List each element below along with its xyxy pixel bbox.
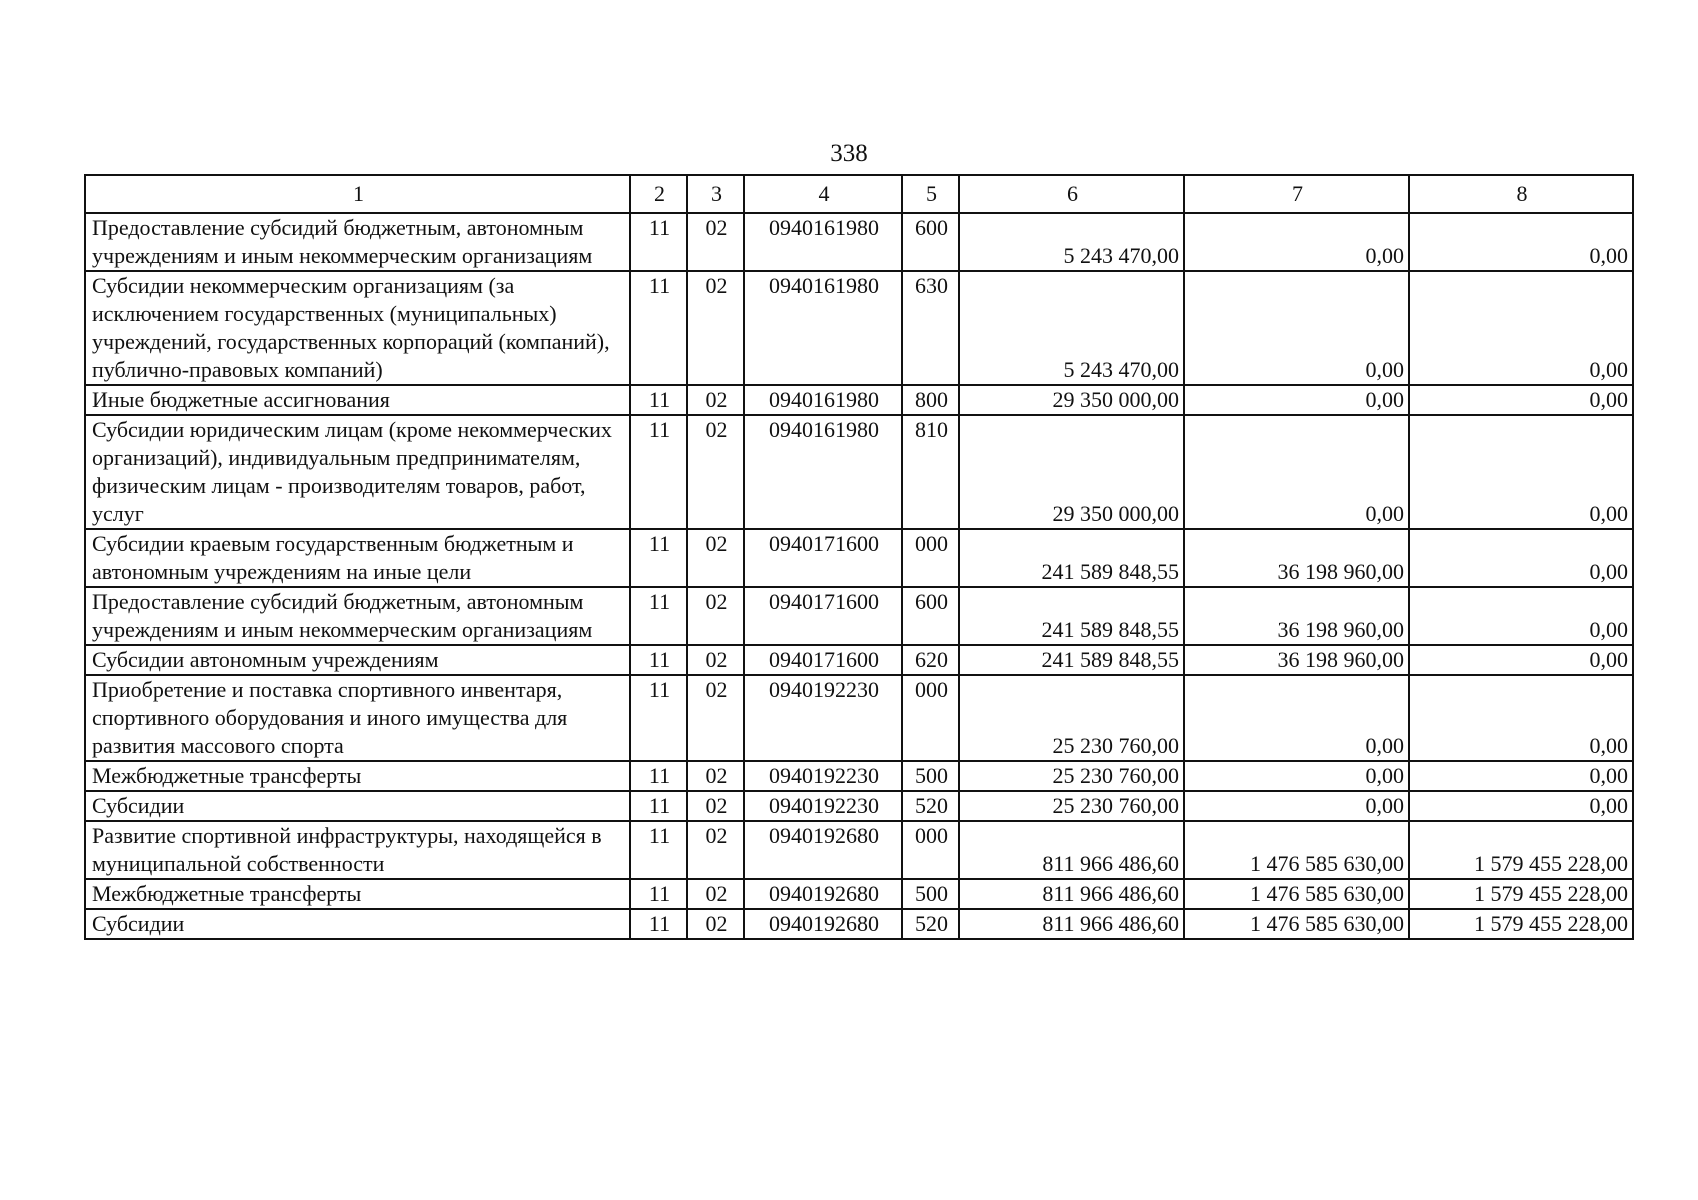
amount-col-6: 811 966 486,60 [959, 821, 1184, 879]
amount-col-6: 811 966 486,60 [959, 909, 1184, 939]
expense-type-code: 800 [902, 385, 959, 415]
amount-col-7: 0,00 [1184, 415, 1409, 529]
table-row [85, 385, 1633, 415]
target-article-code: 0940192230 [744, 791, 902, 821]
header-col-5: 5 [902, 175, 959, 213]
table-row [85, 587, 1633, 645]
expense-type-code: 630 [902, 271, 959, 385]
table-row [85, 909, 1633, 939]
amount-col-6: 25 230 760,00 [959, 675, 1184, 761]
row-name: Предоставление субсидий бюджетным, автономным учреждениям и иным некоммерческим организациям [85, 213, 630, 271]
amount-col-8: 0,00 [1409, 761, 1633, 791]
row-name: Субсидии [85, 791, 630, 821]
target-article-code: 0940171600 [744, 645, 902, 675]
expense-type-code: 620 [902, 645, 959, 675]
subsection-code: 02 [687, 675, 744, 761]
expense-type-code: 600 [902, 587, 959, 645]
amount-col-8: 0,00 [1409, 587, 1633, 645]
target-article-code: 0940192230 [744, 761, 902, 791]
amount-col-7: 0,00 [1184, 271, 1409, 385]
row-name: Развитие спортивной инфраструктуры, находящейся в муниципальной собственности [85, 821, 630, 879]
section-code: 11 [630, 909, 687, 939]
amount-col-7: 1 476 585 630,00 [1184, 821, 1409, 879]
section-code: 11 [630, 761, 687, 791]
subsection-code: 02 [687, 879, 744, 909]
amount-col-8: 1 579 455 228,00 [1409, 879, 1633, 909]
section-code: 11 [630, 821, 687, 879]
row-name: Приобретение и поставка спортивного инвентаря, спортивного оборудования и иного имущества для развития массового спорта [85, 675, 630, 761]
row-name: Субсидии краевым государственным бюджетным и автономным учреждениям на иные цели [85, 529, 630, 587]
target-article-code: 0940192230 [744, 675, 902, 761]
amount-col-8: 0,00 [1409, 415, 1633, 529]
amount-col-6: 29 350 000,00 [959, 385, 1184, 415]
header-col-7: 7 [1184, 175, 1409, 213]
row-name: Иные бюджетные ассигнования [85, 385, 630, 415]
expense-type-code: 500 [902, 761, 959, 791]
amount-col-6: 25 230 760,00 [959, 791, 1184, 821]
row-name: Субсидии автономным учреждениям [85, 645, 630, 675]
amount-col-8: 0,00 [1409, 675, 1633, 761]
target-article-code: 0940171600 [744, 587, 902, 645]
amount-col-7: 0,00 [1184, 791, 1409, 821]
amount-col-7: 1 476 585 630,00 [1184, 909, 1409, 939]
amount-col-7: 36 198 960,00 [1184, 587, 1409, 645]
table-row [85, 675, 1633, 761]
subsection-code: 02 [687, 587, 744, 645]
section-code: 11 [630, 271, 687, 385]
target-article-code: 0940161980 [744, 415, 902, 529]
section-code: 11 [630, 675, 687, 761]
section-code: 11 [630, 529, 687, 587]
target-article-code: 0940192680 [744, 909, 902, 939]
amount-col-7: 0,00 [1184, 385, 1409, 415]
amount-col-8: 0,00 [1409, 385, 1633, 415]
subsection-code: 02 [687, 909, 744, 939]
expense-type-code: 520 [902, 791, 959, 821]
target-article-code: 0940161980 [744, 385, 902, 415]
target-article-code: 0940192680 [744, 821, 902, 879]
subsection-code: 02 [687, 415, 744, 529]
amount-col-7: 36 198 960,00 [1184, 645, 1409, 675]
amount-col-6: 5 243 470,00 [959, 213, 1184, 271]
expense-type-code: 000 [902, 675, 959, 761]
section-code: 11 [630, 385, 687, 415]
header-row [85, 175, 1633, 213]
section-code: 11 [630, 213, 687, 271]
section-code: 11 [630, 791, 687, 821]
table-row [85, 213, 1633, 271]
row-name: Межбюджетные трансферты [85, 879, 630, 909]
row-name: Субсидии некоммерческим организациям (за исключением государственных (муниципальных) учреждений, государственных корпораций (компаний), публично-правовых компаний) [85, 271, 630, 385]
table-row [85, 529, 1633, 587]
section-code: 11 [630, 587, 687, 645]
expense-type-code: 520 [902, 909, 959, 939]
amount-col-6: 29 350 000,00 [959, 415, 1184, 529]
row-name: Межбюджетные трансферты [85, 761, 630, 791]
table-row [85, 415, 1633, 529]
header-col-4: 4 [744, 175, 902, 213]
expense-type-code: 600 [902, 213, 959, 271]
subsection-code: 02 [687, 271, 744, 385]
amount-col-7: 0,00 [1184, 675, 1409, 761]
amount-col-8: 0,00 [1409, 213, 1633, 271]
section-code: 11 [630, 415, 687, 529]
subsection-code: 02 [687, 791, 744, 821]
table-row [85, 821, 1633, 879]
row-name: Субсидии [85, 909, 630, 939]
subsection-code: 02 [687, 821, 744, 879]
amount-col-6: 5 243 470,00 [959, 271, 1184, 385]
budget-table [84, 174, 1634, 940]
target-article-code: 0940161980 [744, 213, 902, 271]
amount-col-6: 25 230 760,00 [959, 761, 1184, 791]
subsection-code: 02 [687, 385, 744, 415]
header-col-3: 3 [687, 175, 744, 213]
expense-type-code: 000 [902, 821, 959, 879]
page-number: 338 [830, 140, 868, 167]
amount-col-8: 0,00 [1409, 529, 1633, 587]
subsection-code: 02 [687, 529, 744, 587]
amount-col-7: 36 198 960,00 [1184, 529, 1409, 587]
amount-col-8: 0,00 [1409, 271, 1633, 385]
amount-col-6: 241 589 848,55 [959, 529, 1184, 587]
target-article-code: 0940171600 [744, 529, 902, 587]
section-code: 11 [630, 645, 687, 675]
expense-type-code: 810 [902, 415, 959, 529]
amount-col-8: 1 579 455 228,00 [1409, 821, 1633, 879]
row-name: Субсидии юридическим лицам (кроме некоммерческих организаций), индивидуальным предпринимателям, физическим лицам - производителям товаров, работ, услуг [85, 415, 630, 529]
subsection-code: 02 [687, 761, 744, 791]
header-col-6: 6 [959, 175, 1184, 213]
table-row [85, 761, 1633, 791]
row-name: Предоставление субсидий бюджетным, автономным учреждениям и иным некоммерческим организациям [85, 587, 630, 645]
subsection-code: 02 [687, 213, 744, 271]
amount-col-8: 0,00 [1409, 645, 1633, 675]
amount-col-7: 0,00 [1184, 761, 1409, 791]
table-row [85, 645, 1633, 675]
amount-col-7: 1 476 585 630,00 [1184, 879, 1409, 909]
amount-col-8: 1 579 455 228,00 [1409, 909, 1633, 939]
target-article-code: 0940161980 [744, 271, 902, 385]
header-col-1: 1 [85, 175, 630, 213]
expense-type-code: 000 [902, 529, 959, 587]
subsection-code: 02 [687, 645, 744, 675]
target-article-code: 0940192680 [744, 879, 902, 909]
amount-col-6: 241 589 848,55 [959, 645, 1184, 675]
table-row [85, 879, 1633, 909]
header-col-8: 8 [1409, 175, 1633, 213]
amount-col-6: 241 589 848,55 [959, 587, 1184, 645]
table-row [85, 271, 1633, 385]
table-row [85, 791, 1633, 821]
amount-col-6: 811 966 486,60 [959, 879, 1184, 909]
amount-col-7: 0,00 [1184, 213, 1409, 271]
section-code: 11 [630, 879, 687, 909]
header-col-2: 2 [630, 175, 687, 213]
amount-col-8: 0,00 [1409, 791, 1633, 821]
expense-type-code: 500 [902, 879, 959, 909]
